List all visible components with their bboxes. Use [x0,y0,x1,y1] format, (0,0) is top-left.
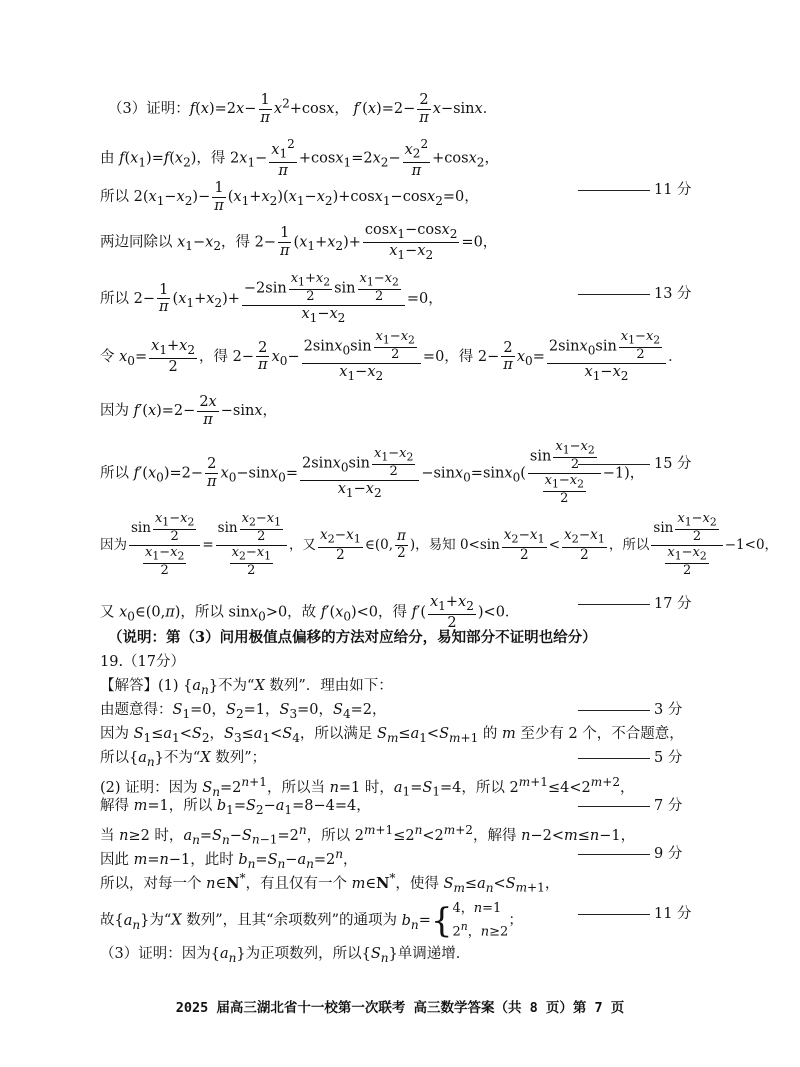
answer-line-22: 故$\{a_n\}$为“X 数列”，且其“余项数列”的通项为 $b_n=$ { 4，n=1 2$^n$，n≥2 ； [100,900,523,941]
score-marker: 11 分 [578,180,698,200]
answer-line-14: 由题意得：$S_1=0$，$S_2=1$，$S_3=0$，$S_4=2$， [100,702,387,721]
equation-line-4: 两边同除以 $x_1-x_2$，得 2− $\frac{1}{\pi}$ $(x_1+x_2)+$ $\frac{\cos x_1-\cos x_2}{x_1-x_2}$ =0， [100,222,498,262]
equation-line-7: 因为 f′(x)=2− $\frac{2x}{\pi}$ −sinx， [100,394,277,428]
score-marker: 17 分 [578,594,698,614]
equation-line-5: 所以 2− $\frac{1}{\pi}$ $(x_1+x_2)+$ −2sin $\frac{x_1+x_2}{2}$ sin $\frac{x_1-x_2}{2}$ $x_1-x_2$ =0， [100,271,443,325]
equation-line-6: 令 $x_0=$ $\frac{x_1+x_2}{2}$ ，得 2− $\frac{2}{\pi}$ $x_0-$ 2sinx$_0$sin $\frac{x_1-x_2}{2}$ $x_1-x_2$ =0，得 2− $\frac{2}{\pi}$ $x_0=$ 2sinx$_0$sin $\frac{x_1-x_2}{2}$ $x_1-x_2$ ． [100,329,683,383]
score-marker: 3 分 [578,700,698,720]
page-footer: 2025 届高三湖北省十一校第一次联考 高三数学答案（共 8 页）第 7 页 [175,1000,625,1016]
proof-part3-intro: （3）证明：f(x)=2x− $\frac{1}{\pi}$ $x^2+\cos x$， f′(x)=2− $\frac{2}{\pi}$ x−sinx． [108,92,498,126]
equation-line-9: 因为 sin $\frac{x_1-x_2}{2}$ $\frac{x_1-x_2}{2}$ = sin $\frac{x_2-x_1}{2}$ $\frac{x_2-x_1}{2}$ ，又 $\frac{x_2-x_1}{2}$ ∈(0, $\frac{\pi}{2}$ )，易知 0<sin $\frac{x_2-x_1}{2}$ < $\frac{x_2-x_1}{2}$ ，所以 sin $\frac{x_1-x_2}{2}$ $\frac{x_1-x_2}{2}$ −1<0， [100,511,779,578]
score-marker: 15 分 [578,454,698,474]
equation-line-2: 由 $f(x_1)=f(x_2)$，得 $2x_1-$ $\frac{x_1^2}{\pi}$ $+\cos x_1=2x_2-$ $\frac{x_2^2}{\pi}$ +cosx$_2$， [100,137,499,179]
question-19-heading: 19.（17分） [100,654,186,670]
equation-line-10: 又 $x_0\in(0,\pi)$，所以 sinx$_0$>0，故 $f'(x_0)<0$，得 f′( $\frac{x_1+x_2}{2}$ )<0． [100,594,520,631]
answer-part3: （3）证明：因为$\{a_n\}$为正项数列，所以$\{S_n\}$单调递增． [100,946,471,965]
answer-line-15: 因为 $S_1\le a_1<S_2$，$S_3\le a_1<S_4$，所以满足 $S_m\le a_1<S_{m+1}$ 的 m 至少有 2 个，不合题意， [100,726,684,745]
score-marker: 13 分 [578,284,698,304]
score-marker: 5 分 [578,748,698,768]
score-marker: 9 分 [578,844,698,864]
answer-part2: (2) 证明：因为 $S_n=2^{n+1}$，所以当 n=1 时，$a_1=S_1=4$，所以 $2^{m+1}\le 4<2^{m+2}$， [100,775,635,799]
answer-line-21: 所以，对每一个 n∈N*，有且仅有一个 m∈N*，使得 $S_m\le a_n<S_{m+1}$， [100,871,560,895]
score-marker: 11 分 [578,904,698,924]
score-marker: 7 分 [578,796,698,816]
answer-line-16: 所以$\{a_n\}$不为“X 数列”； [100,750,267,769]
equation-line-8: 所以 $f'(x_0)=2-$ $\frac{2}{\pi}$ $x_0-\sin x_0=$ 2sinx$_0$sin $\frac{x_1-x_2}{2}$ $x_1-x_2$ −sinx$_0$=sinx$_0$( sin $\frac{x_1-x_2}{2}$ $\frac{x_1-x_2}{2}$ −1)， [100,439,645,506]
equation-line-3: 所以 $2(x_1-x_2)-$ $\frac{1}{\pi}$ $(x_1+x_2)(x_1-x_2)+\cos x_1-\cos x_2=0$， [100,180,479,214]
answer-line-18: 解得 m=1，所以 $b_1=S_2-a_1=8-4=4$， [100,798,371,817]
answer-part1: 【解答】(1) $\{a_n\}$不为“X 数列”．理由如下： [100,678,393,697]
answer-line-20: 因此 m=n−1，此时 $b_n=S_n-a_n=2^n$， [100,847,358,871]
scoring-note: （说明：第（3）问用极值点偏移的方法对应给分，易知部分不证明也给分） [108,629,597,646]
answer-line-19: 当 n≥2 时，$a_n=S_n-S_{n-1}=2^n$，所以 $2^{m+1}\le 2^n<2^{m+2}$，解得 n−2<m≤n−1， [100,823,636,847]
